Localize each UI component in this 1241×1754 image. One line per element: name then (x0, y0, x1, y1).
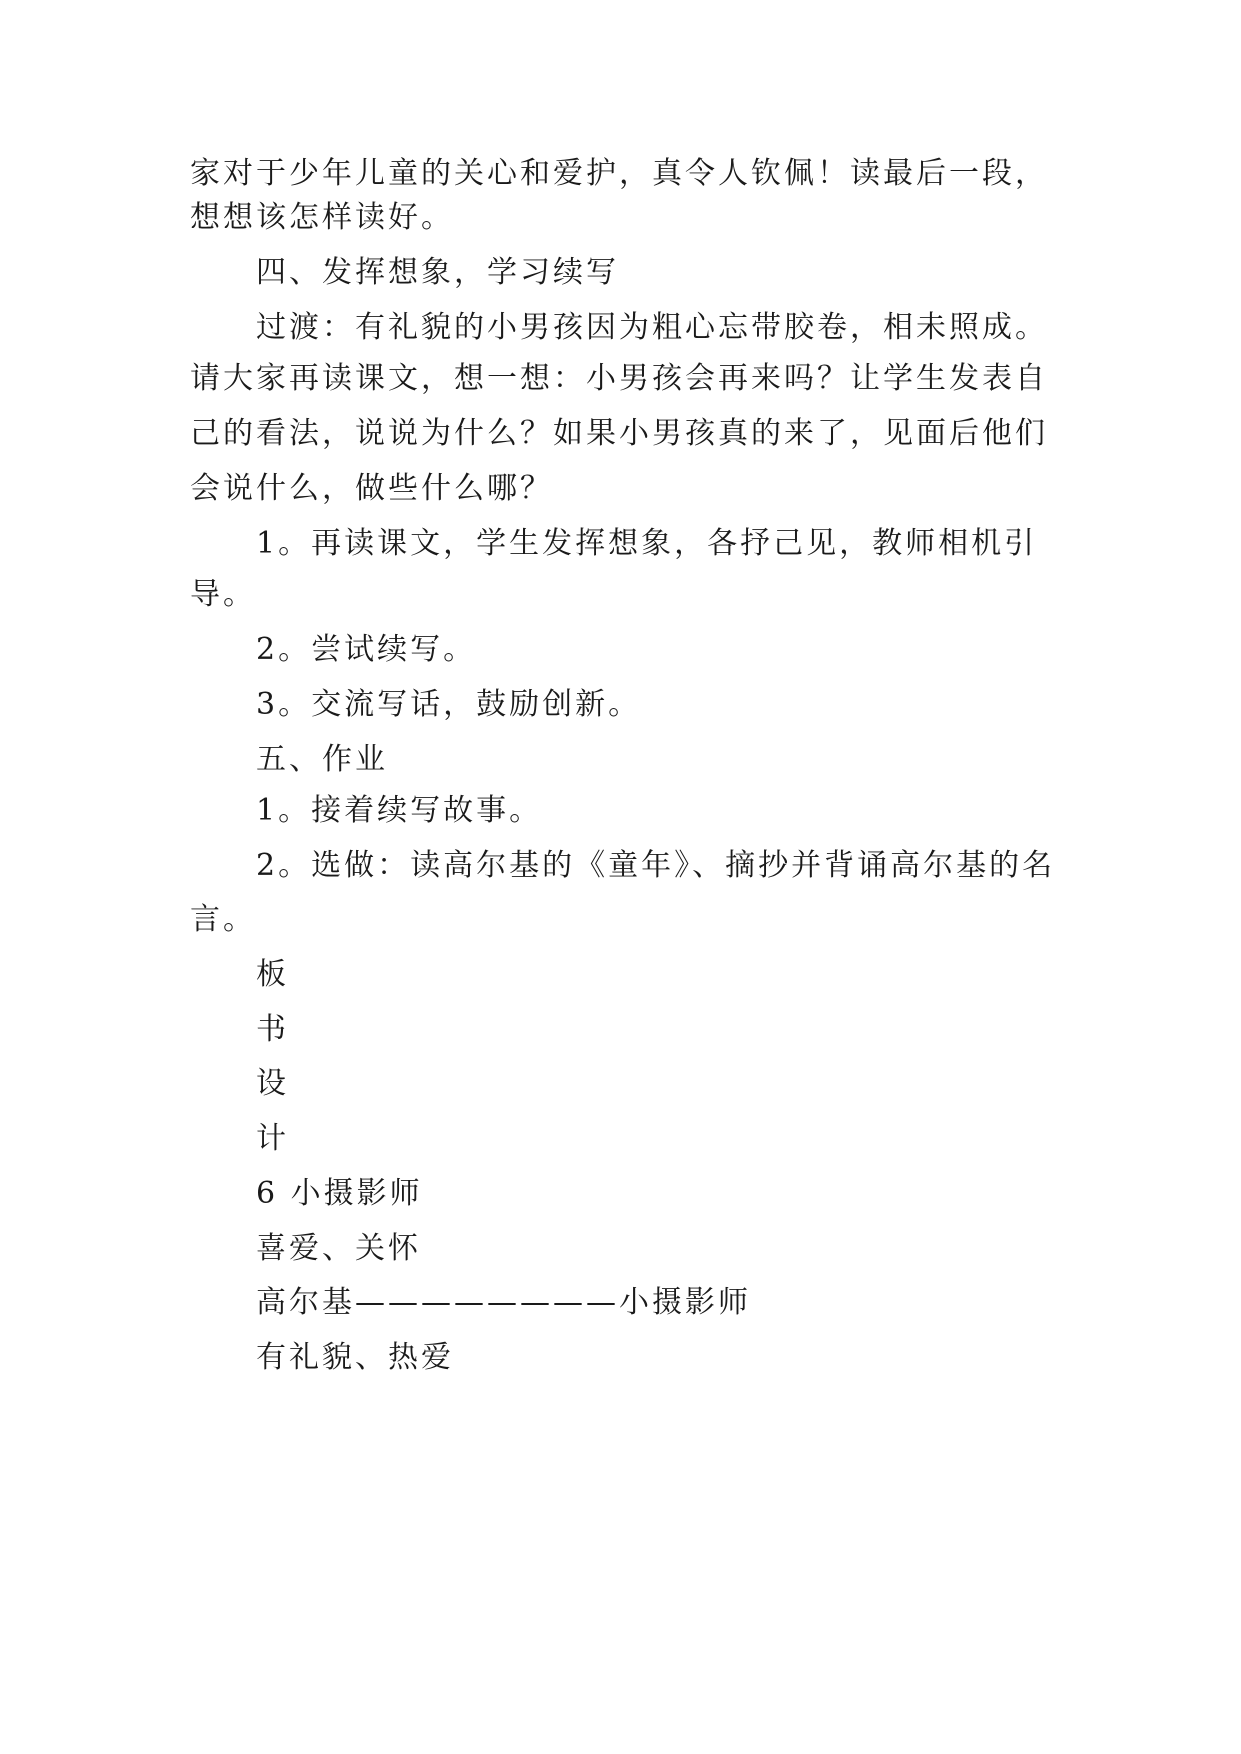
board-line: 高尔基————————小摄影师 (256, 1285, 751, 1320)
board-design-char: 设 (256, 1066, 289, 1101)
list-item: 3。交流写话，鼓励创新。 (256, 687, 642, 722)
list-item: 2。选做：读高尔基的《童年》、摘抄并背诵高尔基的名 (256, 848, 1056, 883)
board-line: 喜爱、关怀 (256, 1231, 421, 1266)
list-item: 1。接着续写故事。 (256, 793, 543, 828)
section-heading: 五、作业 (256, 742, 388, 777)
text-line: 言。 (190, 902, 256, 937)
board-design-char: 计 (256, 1121, 289, 1156)
text-line: 请大家再读课文，想一想：小男孩会再来吗？让学生发表自 (190, 361, 1048, 396)
section-heading: 四、发挥想象，学习续写 (256, 255, 619, 290)
board-design-char: 书 (256, 1012, 289, 1047)
text-line: 家对于少年儿童的关心和爱护，真令人钦佩！读最后一段， (190, 156, 1048, 191)
list-item: 2。尝试续写。 (256, 632, 477, 667)
text-line: 己的看法，说说为什么？如果小男孩真的来了，见面后他们 (190, 416, 1048, 451)
text-line: 想想该怎样读好。 (190, 200, 454, 235)
text-line: 会说什么，做些什么哪？ (190, 471, 553, 506)
text-line: 导。 (190, 577, 256, 612)
list-item: 1。再读课文，学生发挥想象，各抒己见，教师相机引 (256, 526, 1038, 561)
text-line: 过渡：有礼貌的小男孩因为粗心忘带胶卷，相未照成。 (256, 310, 1048, 345)
board-line: 有礼貌、热爱 (256, 1340, 454, 1375)
board-title: 6 小摄影师 (256, 1176, 423, 1211)
board-design-char: 板 (256, 957, 289, 992)
